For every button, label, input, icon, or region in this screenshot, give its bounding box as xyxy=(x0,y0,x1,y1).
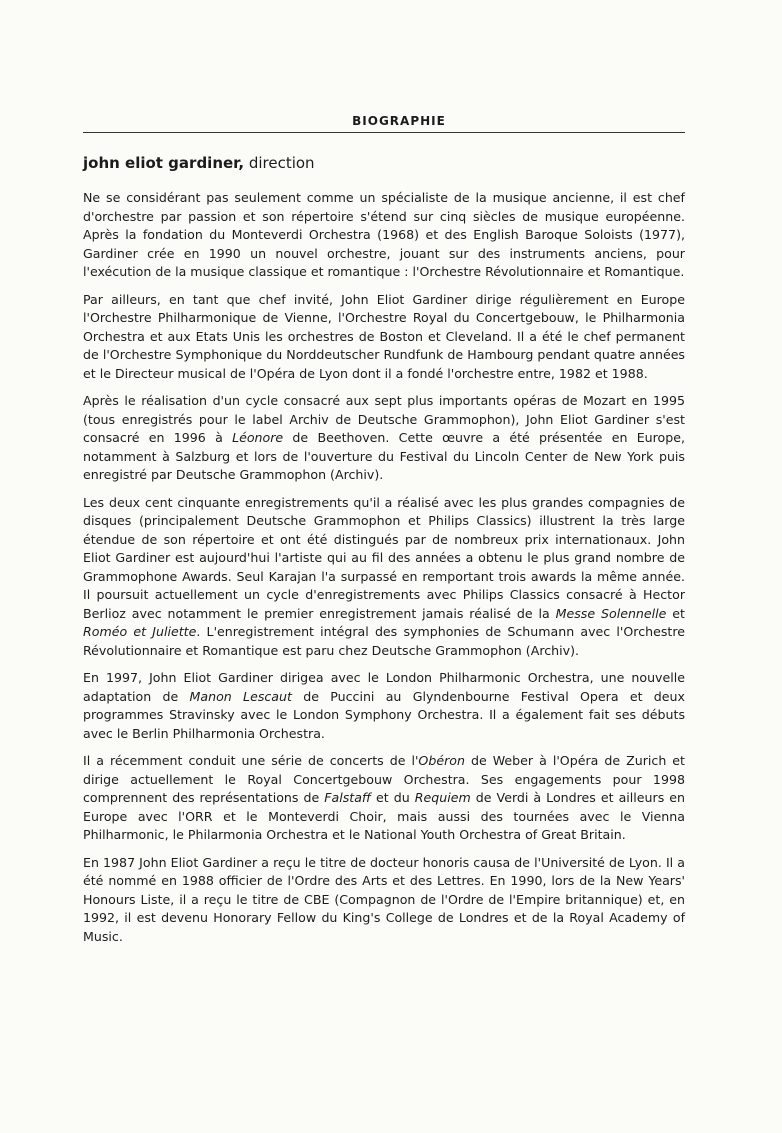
paragraph-3 xyxy=(83,392,685,485)
document-page xyxy=(83,112,685,946)
paragraph-6-text-c: de Weber à l'Opéra de Zurich et dirige actuellement le Royal Concertgebouw Orchestra. Ses engagements pour 1998 comprennent des représentations de xyxy=(83,753,685,805)
paragraph-5 xyxy=(83,669,685,743)
paragraph-6-text-a: Il a récemment conduit une série de concerts de l' xyxy=(83,753,419,768)
paragraph-4-text-a: Les deux cent cinquante enregistrements qu'il a réalisé avec les plus grandes compagnies de disques (principalement Deutsche Grammophon et Philips Classics) illustrent la très large étendue de son répertoire et ont été distingués par de nombreux prix internationaux. John Eliot Gardiner est aujourd'hui l'artiste qui au fil des années a obtenu le plus grand nombre de Grammophone Awards. Seul Karajan l'a surpassé en remportant trois awards la même année. Il poursuit actuellement un cycle d'enregistrements avec Philips Classics consacré à Hector Berlioz avec notamment le premier enregistrement jamais réalisé de la xyxy=(83,494,685,621)
paragraph-4 xyxy=(83,494,685,661)
paragraph-6-text-g: de Verdi à Londres et ailleurs en Europe avec l'ORR et le Monteverdi Choir, mais aussi des tournées avec le Vienna Philharmonic, le Philarmonia Orchestra et le National Youth Orchestra of Great Britain. xyxy=(83,790,686,842)
paragraph-3-text-a: Après le réalisation d'un cycle consacré aux sept plus importants opéras de Mozart en 1995 (tous enregistrés pour le label Archiv de Deutsche Grammophon), John Eliot Gardiner s'est consacré en 1996 à xyxy=(83,393,685,445)
work-title-messe-solennelle: Messe Solennelle xyxy=(555,605,667,621)
paragraph-5-text-a: En 1997, John Eliot Gardiner dirigea avec le London Philharmonic Orchestra, une nouvelle adaptation de xyxy=(83,670,685,704)
work-title-leonore: Léonore xyxy=(232,430,284,445)
paragraph-5-text-c: de Puccini au Glyndenbourne Festival Opera et deux programmes Stravinsky avec le London Symphony Orchestra. Il a également fait ses débuts avec le Berlin Philharmonia Orchestra. xyxy=(83,688,685,741)
work-title-requiem: Requiem xyxy=(414,790,471,805)
paragraph-6-text-e: et du xyxy=(371,790,415,805)
paragraph-7: En 1987 John Eliot Gardiner a reçu le titre de docteur honoris causa de l'Université de Lyon. Il a été nommé en 1988 officier de l'Ordre des Arts et des Lettres. En 1990, lors de la New Years' Honours Liste, il a reçu le titre de CBE (Compagnon de l'Ordre de l'Empire britannique) et, en 1992, il est devenu Honorary Fellow du King's College de Londres et de la Royal Academy of Music. xyxy=(83,854,685,944)
paragraph-1: Ne se considérant pas seulement comme un spécialiste de la musique ancienne, il est chef d'orchestre par passion et son répertoire s'étend sur cinq siècles de musique européenne. Après la fondation du Monteverdi Orchestra (1968) et des English Baroque Soloists (1977), Gardiner crée en 1990 un nouvel orchestre, jouant sur des instruments anciens, pour l'exécution de la musique classique et romantique : l'Orchestre Révolutionnaire et Romantique. xyxy=(83,190,685,279)
work-title-oberon: Obéron xyxy=(418,753,465,768)
page-title xyxy=(83,153,685,173)
paragraph-2: Par ailleurs, en tant que chef invité, John Eliot Gardiner dirige régulièrement en Europe l'Orchestre Philharmonique de Vienne, l'Orchestre Royal du Concertgebouw, le Philharmonia Orchestra et aux Etats Unis les orchestres de Boston et Cleveland. Il a été le chef permanent de l'Orchestre Symphonique du Norddeutscher Rundfunk de Hambourg pendant quatre années et le Directeur musical de l'Opéra de Lyon dont il a fondé l'orchestre entre, 1982 et 1988. xyxy=(83,291,685,381)
biography-body xyxy=(83,189,685,946)
conductor-name: john eliot gardiner, xyxy=(83,154,245,172)
work-title-manon-lescaut: Manon Lescaut xyxy=(189,688,292,704)
paragraph-4-text-e: . L'enregistrement intégral des symphonies de Schumann avec l'Orchestre Révolutionnaire et Romantique est paru chez Deutsche Grammophon (Archiv). xyxy=(83,624,685,658)
work-title-romeo-et-juliette: Roméo et Juliette xyxy=(83,624,197,639)
paragraph-4-text-c: et xyxy=(666,605,685,621)
paragraph-6 xyxy=(83,752,685,845)
paragraph-3-text-c: de Beethoven. Cette œuvre a été présentée en Europe, notamment à Salzburg et lors de l'ouverture du Festival du Lincoln Center de New York puis enregistré par Deutsche Grammophon (Archiv). xyxy=(83,430,685,482)
work-title-falstaff: Falstaff xyxy=(324,790,372,805)
heading-rule xyxy=(83,132,685,133)
section-heading: BIOGRAPHIE xyxy=(352,114,446,128)
conductor-role: direction xyxy=(244,154,315,172)
